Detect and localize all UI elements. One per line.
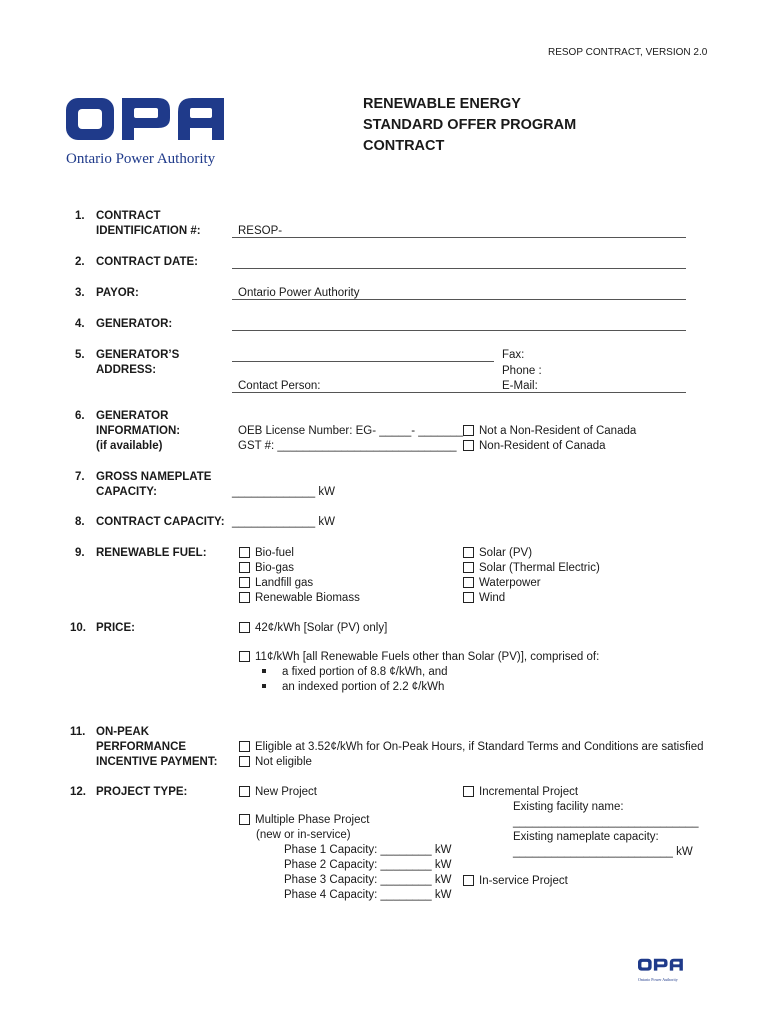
checkbox[interactable] bbox=[239, 651, 250, 662]
bullet-text: a fixed portion of 8.8 ¢/kWh, and bbox=[282, 666, 448, 678]
option-label: Multiple Phase Project bbox=[255, 814, 370, 826]
fuel-option-solar-thermal[interactable] bbox=[463, 561, 600, 576]
option-label: Eligible at 3.52¢/kWh for On-Peak Hours, if Standard Terms and Conditions are satisfied bbox=[255, 741, 704, 753]
contract-date-field[interactable] bbox=[232, 268, 686, 269]
project-incremental-option[interactable] bbox=[463, 785, 578, 800]
section-number: 3. bbox=[75, 287, 85, 299]
field-line bbox=[232, 392, 686, 393]
checkbox[interactable] bbox=[239, 592, 250, 603]
bullet-item bbox=[262, 680, 444, 695]
section-label: CONTRACT DATE: bbox=[96, 256, 198, 268]
option-label: Incremental Project bbox=[479, 786, 579, 798]
price-option-solar[interactable] bbox=[239, 621, 387, 636]
project-in-service-option[interactable] bbox=[463, 874, 568, 889]
fuel-option-solar-pv[interactable] bbox=[463, 546, 532, 561]
section-number: 1. bbox=[75, 210, 85, 222]
version-header: RESOP CONTRACT, VERSION 2.0 bbox=[548, 47, 708, 58]
checkbox[interactable] bbox=[239, 814, 250, 825]
label-line: GROSS NAMEPLATE bbox=[96, 471, 212, 483]
option-label: New Project bbox=[255, 786, 317, 798]
title-line: RENEWABLE ENERGY bbox=[363, 96, 521, 112]
not-non-resident-option[interactable] bbox=[463, 424, 636, 439]
opa-logo bbox=[66, 96, 228, 168]
checkbox[interactable] bbox=[463, 547, 474, 558]
gst-field[interactable]: GST #: ____________________________ bbox=[238, 440, 457, 452]
section-label bbox=[96, 209, 201, 239]
bullet-icon bbox=[262, 684, 266, 688]
option-label: In-service Project bbox=[479, 875, 568, 887]
option-label: Landfill gas bbox=[255, 577, 314, 589]
option-label: Not a Non-Resident of Canada bbox=[479, 425, 637, 437]
project-new-option[interactable] bbox=[239, 785, 317, 800]
section-number: 12. bbox=[70, 786, 86, 798]
label-line: IDENTIFICATION #: bbox=[96, 225, 201, 237]
multi-phase-note: (new or in-service) bbox=[256, 829, 351, 841]
fuel-option-landfill[interactable] bbox=[239, 576, 313, 591]
checkbox[interactable] bbox=[463, 592, 474, 603]
checkbox[interactable] bbox=[239, 577, 250, 588]
option-label: Bio-gas bbox=[255, 562, 294, 574]
fuel-option-biofuel[interactable] bbox=[239, 546, 294, 561]
option-label: Not eligible bbox=[255, 756, 312, 768]
section-label: CONTRACT CAPACITY: bbox=[96, 516, 225, 528]
footer-opa-logo-mark bbox=[638, 958, 684, 972]
fuel-option-wind[interactable] bbox=[463, 591, 505, 606]
nameplate-capacity-field[interactable]: _________________________ kW bbox=[513, 846, 693, 858]
label-line: INCENTIVE PAYMENT: bbox=[96, 756, 218, 768]
section-label bbox=[96, 725, 217, 770]
section-label bbox=[96, 470, 211, 500]
page-title bbox=[363, 94, 576, 157]
incentive-eligible-option[interactable] bbox=[239, 740, 704, 755]
nameplate-capacity-label: Existing nameplate capacity: bbox=[513, 831, 659, 843]
checkbox[interactable] bbox=[463, 875, 474, 886]
title-line: STANDARD OFFER PROGRAM bbox=[363, 117, 577, 133]
field-line bbox=[232, 299, 686, 300]
option-label: Renewable Biomass bbox=[255, 592, 360, 604]
footer-logo-tagline: Ontario Power Authority bbox=[638, 977, 678, 982]
price-option-other[interactable] bbox=[239, 650, 599, 665]
incentive-not-eligible-option[interactable] bbox=[239, 755, 312, 770]
option-label: 11¢/kWh [all Renewable Fuels other than Solar (PV)], comprised of: bbox=[255, 651, 600, 663]
section-label: RENEWABLE FUEL: bbox=[96, 547, 207, 559]
label-line: ON-PEAK bbox=[96, 726, 150, 738]
section-number: 11. bbox=[70, 726, 86, 738]
phase-capacity-field[interactable]: Phase 3 Capacity: ________ kW bbox=[284, 874, 452, 886]
label-line: CONTRACT bbox=[96, 210, 161, 222]
section-number: 10. bbox=[70, 622, 86, 634]
logo-tagline: Ontario Power Authority bbox=[66, 151, 216, 167]
email-label: E-Mail: bbox=[502, 380, 538, 392]
title-line: CONTRACT bbox=[363, 138, 445, 154]
checkbox[interactable] bbox=[463, 440, 474, 451]
opa-logo-mark bbox=[66, 96, 228, 144]
section-label: PROJECT TYPE: bbox=[96, 786, 188, 798]
checkbox[interactable] bbox=[463, 786, 474, 797]
fax-label: Fax: bbox=[502, 349, 525, 361]
option-label: Bio-fuel bbox=[255, 547, 294, 559]
gross-capacity-field[interactable]: _____________ kW bbox=[232, 486, 335, 498]
section-number: 2. bbox=[75, 256, 85, 268]
option-label: Non-Resident of Canada bbox=[479, 440, 606, 452]
address-field[interactable] bbox=[232, 361, 494, 362]
section-number: 4. bbox=[75, 318, 85, 330]
label-line: GENERATOR bbox=[96, 410, 169, 422]
option-label: 42¢/kWh [Solar (PV) only] bbox=[255, 622, 388, 634]
checkbox[interactable] bbox=[239, 756, 250, 767]
section-number: 9. bbox=[75, 547, 85, 559]
option-label: Solar (PV) bbox=[479, 547, 533, 559]
label-line: (if available) bbox=[96, 440, 163, 452]
phone-label: Phone : bbox=[502, 365, 542, 377]
footer-opa-logo bbox=[638, 958, 684, 984]
payor-value[interactable]: Ontario Power Authority bbox=[238, 287, 360, 299]
option-label: Solar (Thermal Electric) bbox=[479, 562, 600, 574]
contact-person-label: Contact Person: bbox=[238, 380, 321, 392]
option-label: Wind bbox=[479, 592, 506, 604]
contract-id-value[interactable]: RESOP- bbox=[238, 225, 283, 237]
section-number: 8. bbox=[75, 516, 85, 528]
checkbox[interactable] bbox=[239, 786, 250, 797]
bullet-text: an indexed portion of 2.2 ¢/kWh bbox=[282, 681, 445, 693]
phase-capacity-field[interactable]: Phase 1 Capacity: ________ kW bbox=[284, 844, 452, 856]
section-number: 7. bbox=[75, 471, 85, 483]
label-line: GENERATOR’S bbox=[96, 349, 180, 361]
project-multi-phase-option[interactable] bbox=[239, 813, 369, 828]
bullet-item bbox=[262, 665, 448, 680]
field-line bbox=[232, 237, 686, 238]
bullet-icon bbox=[262, 669, 266, 673]
section-label: GENERATOR: bbox=[96, 318, 173, 330]
option-label: Waterpower bbox=[479, 577, 541, 589]
label-line: CAPACITY: bbox=[96, 486, 157, 498]
checkbox[interactable] bbox=[463, 425, 474, 436]
checkbox[interactable] bbox=[239, 562, 250, 573]
fuel-option-biogas[interactable] bbox=[239, 561, 294, 576]
generator-field[interactable] bbox=[232, 330, 686, 331]
label-line: ADDRESS: bbox=[96, 364, 157, 376]
label-line: INFORMATION: bbox=[96, 425, 181, 437]
checkbox[interactable] bbox=[239, 622, 250, 633]
section-label: PRICE: bbox=[96, 622, 135, 634]
checkbox[interactable] bbox=[239, 741, 250, 752]
facility-name-field[interactable]: _____________________________ bbox=[513, 816, 699, 828]
fuel-option-waterpower[interactable] bbox=[463, 576, 541, 591]
phase-capacity-field[interactable]: Phase 4 Capacity: ________ kW bbox=[284, 889, 452, 901]
checkbox[interactable] bbox=[463, 562, 474, 573]
phase-capacity-field[interactable]: Phase 2 Capacity: ________ kW bbox=[284, 859, 452, 871]
section-number: 5. bbox=[75, 349, 85, 361]
facility-name-label: Existing facility name: bbox=[513, 801, 624, 813]
non-resident-option[interactable] bbox=[463, 439, 606, 454]
checkbox[interactable] bbox=[463, 577, 474, 588]
section-number: 6. bbox=[75, 410, 85, 422]
oeb-license-field[interactable]: OEB License Number: EG- _____- _______ bbox=[238, 425, 464, 437]
section-label bbox=[96, 348, 179, 378]
section-label bbox=[96, 409, 180, 454]
fuel-option-biomass[interactable] bbox=[239, 591, 360, 606]
section-label: PAYOR: bbox=[96, 287, 139, 299]
checkbox[interactable] bbox=[239, 547, 250, 558]
contract-capacity-field[interactable]: _____________ kW bbox=[232, 516, 335, 528]
label-line: PERFORMANCE bbox=[96, 741, 187, 753]
